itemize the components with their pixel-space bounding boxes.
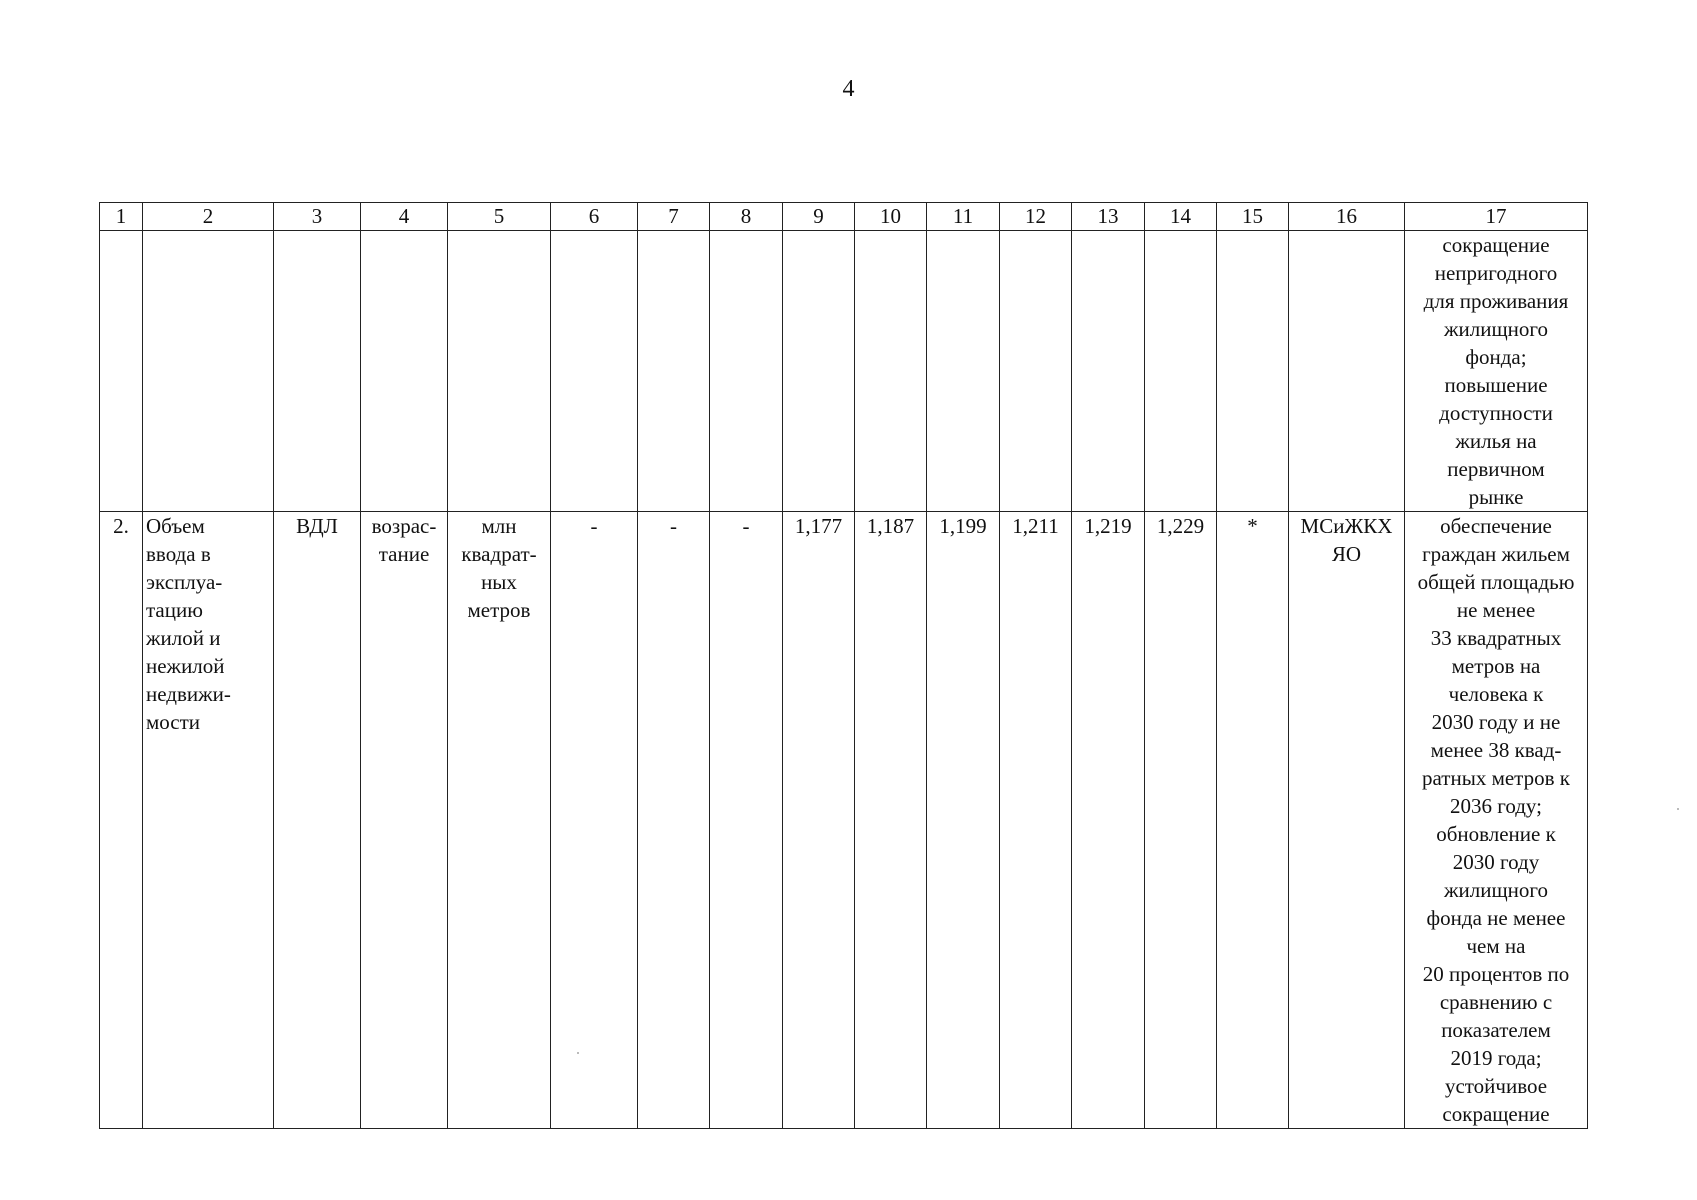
scan-artifact bbox=[1677, 808, 1679, 810]
table-cell bbox=[1289, 231, 1405, 512]
table-cell bbox=[1072, 231, 1145, 512]
table-row-2 bbox=[100, 512, 1588, 1129]
header-cell: 3 bbox=[274, 203, 361, 231]
header-cell: 12 bbox=[1000, 203, 1072, 231]
scan-artifact bbox=[577, 1052, 579, 1054]
table-cell bbox=[710, 231, 783, 512]
value-cell-7: - bbox=[638, 512, 710, 1129]
table-cell bbox=[361, 231, 448, 512]
indicators-table bbox=[99, 202, 1588, 1129]
unit-cell: млн квадрат- ных метров bbox=[448, 512, 551, 1129]
header-cell: 10 bbox=[855, 203, 927, 231]
table-cell bbox=[783, 231, 855, 512]
value-cell-8: - bbox=[710, 512, 783, 1129]
page-number: 4 bbox=[842, 76, 855, 102]
row-number-cell: 2. bbox=[100, 512, 143, 1129]
header-cell: 13 bbox=[1072, 203, 1145, 231]
table-header-row bbox=[100, 203, 1588, 231]
header-cell: 17 bbox=[1405, 203, 1588, 231]
table-cell bbox=[1217, 231, 1289, 512]
table-cell bbox=[638, 231, 710, 512]
value-cell-12: 1,211 bbox=[1000, 512, 1072, 1129]
header-cell: 5 bbox=[448, 203, 551, 231]
indicator-name-cell: Объем ввода в эксплуа- тацию жилой и нежилой недвижи- мости bbox=[143, 512, 274, 1129]
header-cell: 1 bbox=[100, 203, 143, 231]
header-cell: 9 bbox=[783, 203, 855, 231]
header-cell: 7 bbox=[638, 203, 710, 231]
indicator-type-cell: ВДЛ bbox=[274, 512, 361, 1129]
table-cell bbox=[143, 231, 274, 512]
value-cell-13: 1,219 bbox=[1072, 512, 1145, 1129]
value-cell-10: 1,187 bbox=[855, 512, 927, 1129]
header-cell: 16 bbox=[1289, 203, 1405, 231]
value-cell-6: - bbox=[551, 512, 638, 1129]
table-row-continuation bbox=[100, 231, 1588, 512]
value-cell-15: * bbox=[1217, 512, 1289, 1129]
table-cell bbox=[274, 231, 361, 512]
value-cell-11: 1,199 bbox=[927, 512, 1000, 1129]
header-cell: 4 bbox=[361, 203, 448, 231]
table-cell bbox=[927, 231, 1000, 512]
value-cell-9: 1,177 bbox=[783, 512, 855, 1129]
table-cell bbox=[551, 231, 638, 512]
result-cell: обеспечение граждан жильем общей площадью не менее 33 квадратных метров на человека к 2030 году и не менее 38 квад- ратных метров к 2036 году; обновление к 2030 году жилищного фонда не менее чем на 20 процентов по сравнению с показателем 2019 года; устойчивое сокращение bbox=[1405, 512, 1588, 1129]
table-cell bbox=[1000, 231, 1072, 512]
result-cell: сокращение непригодного для проживания жилищного фонда; повышение доступности жилья на первичном рынке bbox=[1405, 231, 1588, 512]
responsible-cell: МСиЖКХ ЯО bbox=[1289, 512, 1405, 1129]
table-cell bbox=[100, 231, 143, 512]
header-cell: 8 bbox=[710, 203, 783, 231]
header-cell: 11 bbox=[927, 203, 1000, 231]
header-cell: 6 bbox=[551, 203, 638, 231]
value-cell-14: 1,229 bbox=[1145, 512, 1217, 1129]
header-cell: 2 bbox=[143, 203, 274, 231]
table-cell bbox=[1145, 231, 1217, 512]
trend-cell: возрас- тание bbox=[361, 512, 448, 1129]
header-cell: 14 bbox=[1145, 203, 1217, 231]
table-cell bbox=[448, 231, 551, 512]
table-cell bbox=[855, 231, 927, 512]
header-cell: 15 bbox=[1217, 203, 1289, 231]
